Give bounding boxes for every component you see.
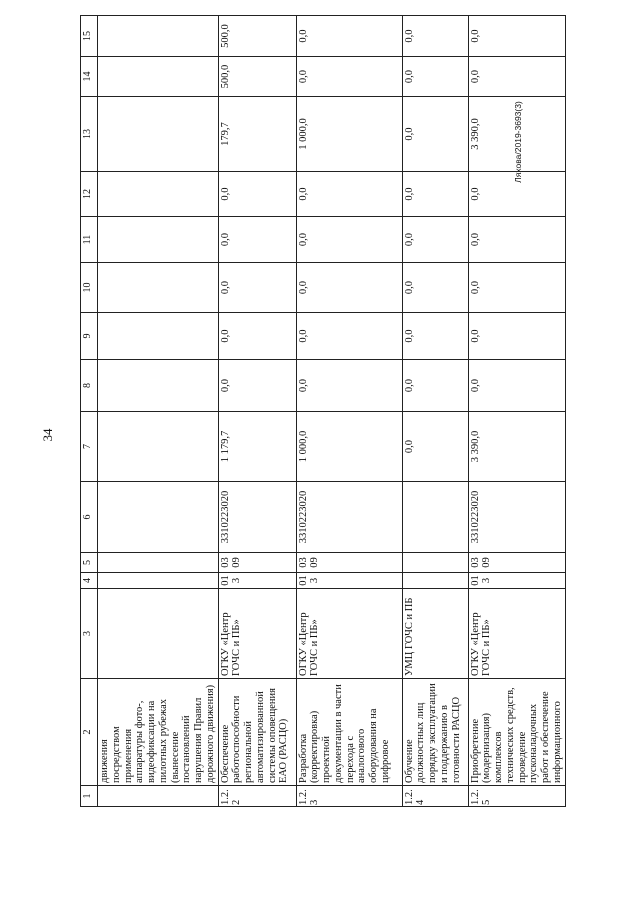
column-header: 5 <box>81 553 98 573</box>
row-number: 1.2.3 <box>296 786 402 807</box>
year-amount: 0,0 <box>402 217 468 263</box>
section-code <box>402 553 468 573</box>
year-amount: 0,0 <box>402 263 468 313</box>
executor: ОГКУ «Центр ГОЧС и ПБ» <box>218 589 296 679</box>
row-number <box>98 786 219 807</box>
grbs-code <box>98 573 219 589</box>
column-header: 9 <box>81 313 98 360</box>
column-header-row <box>81 16 98 807</box>
year-amount: 0,0 <box>296 57 402 97</box>
executor: ОГКУ «Центр ГОЧС и ПБ» <box>468 589 565 679</box>
total-amount <box>98 412 219 482</box>
document-code: Ляхова/2019-3693(3) <box>513 101 523 183</box>
year-amount <box>98 97 219 172</box>
year-amount <box>98 217 219 263</box>
column-header: 14 <box>81 57 98 97</box>
activity-name: Обучение должностных лиц порядку эксплуатации и поддержанию в готовности РАСЦО <box>402 679 468 786</box>
target-article-code: 3310223020 <box>296 482 402 553</box>
year-amount: 0,0 <box>468 172 565 217</box>
table-row <box>468 16 565 807</box>
year-amount: 0,0 <box>468 313 565 360</box>
year-amount: 0,0 <box>296 172 402 217</box>
column-header: 10 <box>81 263 98 313</box>
year-amount: 0,0 <box>296 263 402 313</box>
year-amount: 0,0 <box>468 217 565 263</box>
year-amount: 0,0 <box>296 217 402 263</box>
section-code: 0309 <box>296 553 402 573</box>
executor <box>98 589 219 679</box>
column-header: 13 <box>81 97 98 172</box>
table-row <box>98 16 219 807</box>
column-header: 15 <box>81 16 98 57</box>
row-number: 1.2.4 <box>402 786 468 807</box>
year-amount: 0,0 <box>296 360 402 412</box>
year-amount: 0,0 <box>402 97 468 172</box>
year-amount: 0,0 <box>218 172 296 217</box>
year-amount: 0,0 <box>468 16 565 57</box>
year-amount: 500,0 <box>218 57 296 97</box>
column-header: 6 <box>81 482 98 553</box>
year-amount: 3 390,0 <box>468 97 565 172</box>
total-amount: 3 390,0 <box>468 412 565 482</box>
year-amount: 0,0 <box>468 263 565 313</box>
year-amount: 0,0 <box>296 16 402 57</box>
year-amount: 0,0 <box>402 57 468 97</box>
page-number: 34 <box>40 428 55 442</box>
grbs-code <box>402 573 468 589</box>
row-number: 1.2.5 <box>468 786 565 807</box>
activity-name: Приобретение (модернизация) комплексов технических средств, проведение пусконаладочных работ и обеспечение информационного <box>468 679 565 786</box>
year-amount <box>98 172 219 217</box>
total-amount: 0,0 <box>402 412 468 482</box>
target-article-code <box>402 482 468 553</box>
year-amount: 0,0 <box>402 16 468 57</box>
target-article-code: 3310223020 <box>218 482 296 553</box>
year-amount: 0,0 <box>218 217 296 263</box>
executor: ОГКУ «Центр ГОЧС и ПБ» <box>296 589 402 679</box>
year-amount: 0,0 <box>468 57 565 97</box>
column-header: 12 <box>81 172 98 217</box>
table-row <box>218 16 296 807</box>
year-amount: 0,0 <box>296 313 402 360</box>
year-amount: 0,0 <box>402 313 468 360</box>
year-amount: 0,0 <box>402 172 468 217</box>
year-amount <box>98 313 219 360</box>
grbs-code: 013 <box>468 573 565 589</box>
column-header: 8 <box>81 360 98 412</box>
grbs-code: 013 <box>296 573 402 589</box>
year-amount <box>98 16 219 57</box>
year-amount: 0,0 <box>218 263 296 313</box>
target-article-code: 3310223020 <box>468 482 565 553</box>
year-amount: 0,0 <box>468 360 565 412</box>
column-header: 1 <box>81 786 98 807</box>
year-amount: 0,0 <box>218 360 296 412</box>
column-header: 2 <box>81 679 98 786</box>
row-number: 1.2.2 <box>218 786 296 807</box>
year-amount: 179,7 <box>218 97 296 172</box>
year-amount <box>98 263 219 313</box>
table-row <box>296 16 402 807</box>
activity-name: Разработка (корректировка) проектной документации в части перехода с аналогового оборудования на цифровое <box>296 679 402 786</box>
year-amount: 1 000,0 <box>296 97 402 172</box>
column-header: 4 <box>81 573 98 589</box>
total-amount: 1 000,0 <box>296 412 402 482</box>
target-article-code <box>98 482 219 553</box>
total-amount: 1 179,7 <box>218 412 296 482</box>
year-amount <box>98 57 219 97</box>
section-code: 0309 <box>218 553 296 573</box>
section-code <box>98 553 219 573</box>
column-header: 11 <box>81 217 98 263</box>
column-header: 3 <box>81 589 98 679</box>
table-row <box>402 16 468 807</box>
activity-name: движения посредством применения аппаратуры фото-, видеофиксации на пилотных рубежах (вынесение постановлений нарушения Правил дорожного движения) <box>98 679 219 786</box>
year-amount: 0,0 <box>218 313 296 360</box>
grbs-code: 013 <box>218 573 296 589</box>
program-activities-table <box>80 15 566 807</box>
year-amount: 0,0 <box>402 360 468 412</box>
section-code: 0309 <box>468 553 565 573</box>
year-amount: 500,0 <box>218 16 296 57</box>
column-header: 7 <box>81 412 98 482</box>
executor: УМЦ ГОЧС и ПБ <box>402 589 468 679</box>
year-amount <box>98 360 219 412</box>
activity-name: Обеспечение работоспособности региональной автоматизированной системы оповещения ЕАО (РАСЦО) <box>218 679 296 786</box>
